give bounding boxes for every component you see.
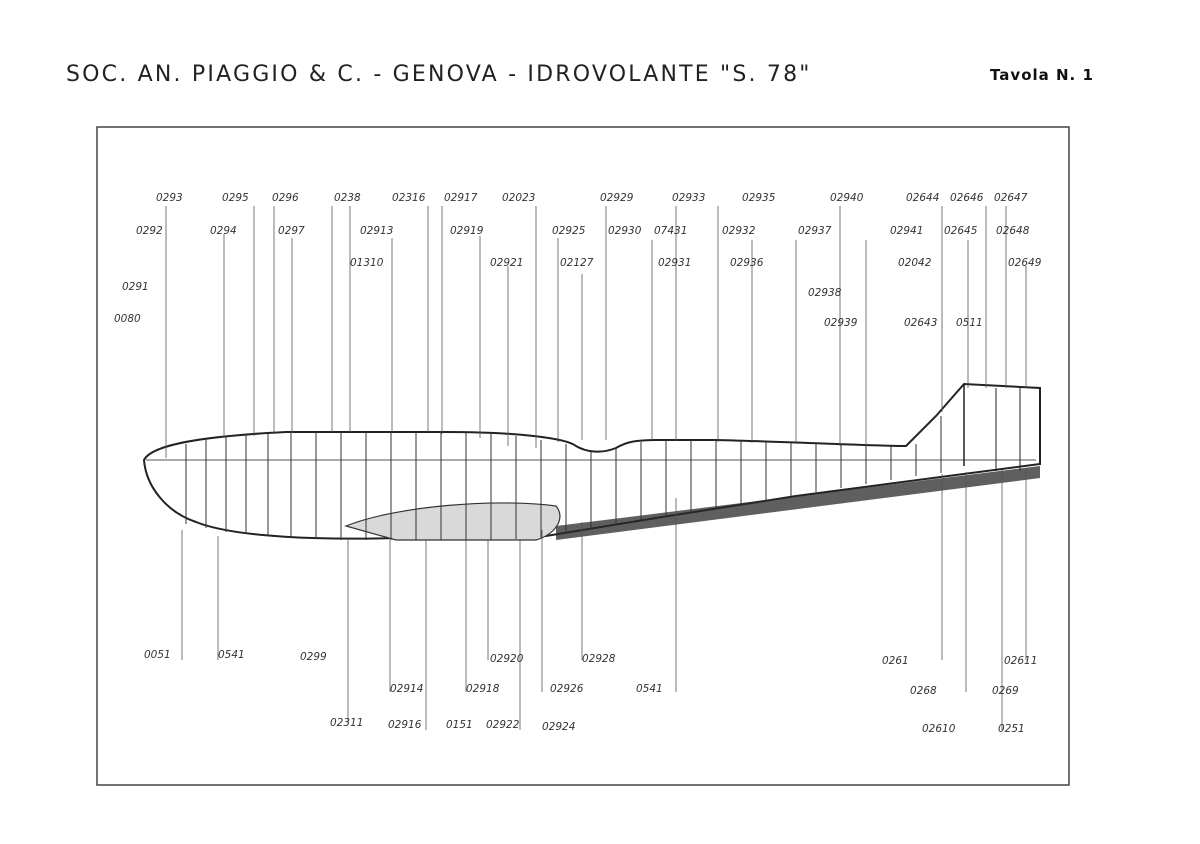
callout-label: 0291	[122, 281, 149, 293]
hull-bottom-shade	[556, 466, 1040, 540]
callout-label: 02938	[808, 287, 842, 299]
callout-label: 07431	[654, 225, 688, 237]
callout-label: 02917	[444, 192, 478, 204]
callout-label: 0296	[272, 192, 299, 204]
callout-label: 0261	[882, 655, 909, 667]
callout-label: 02925	[552, 225, 586, 237]
hull-keel	[346, 503, 560, 540]
callout-label: 0238	[334, 192, 361, 204]
callout-label: 02939	[824, 317, 858, 329]
callout-label: 0051	[144, 649, 171, 661]
callout-label: 0251	[998, 723, 1025, 735]
callout-label: 0293	[156, 192, 183, 204]
callout-label: 02646	[950, 192, 984, 204]
callout-label: 02916	[388, 719, 422, 731]
callout-label: 02929	[600, 192, 634, 204]
callout-label: 02918	[466, 683, 500, 695]
callout-label: 02941	[890, 225, 924, 237]
callout-label: 02937	[798, 225, 832, 237]
callout-label: 02931	[658, 257, 692, 269]
plate-number: Tavola N. 1	[990, 66, 1094, 84]
callout-label: 02648	[996, 225, 1030, 237]
callout-label: 02645	[944, 225, 978, 237]
callout-label: 0299	[300, 651, 327, 663]
callout-label: 0541	[218, 649, 245, 661]
callout-label: 0511	[956, 317, 983, 329]
callout-label: 02023	[502, 192, 536, 204]
callout-label: 02936	[730, 257, 764, 269]
callout-label: 02933	[672, 192, 706, 204]
callout-label: 02127	[560, 257, 594, 269]
hull-profile	[144, 384, 1040, 539]
callout-label: 02928	[582, 653, 616, 665]
callout-label: 02922	[486, 719, 520, 731]
lower-callouts	[144, 649, 1037, 735]
callout-label: 01310	[350, 257, 384, 269]
callout-label: 02924	[542, 721, 576, 733]
callout-label: 0151	[446, 719, 473, 731]
callout-label: 02919	[450, 225, 484, 237]
callout-label: 0268	[910, 685, 937, 697]
callout-label: 02914	[390, 683, 424, 695]
leader-lines	[166, 206, 1026, 730]
hull-frames	[186, 416, 941, 540]
callout-label: 0080	[114, 313, 141, 325]
callout-label: 0297	[278, 225, 305, 237]
callout-label: 02610	[922, 723, 956, 735]
callout-label: 0541	[636, 683, 663, 695]
callout-label: 02932	[722, 225, 756, 237]
upper-callouts	[114, 192, 1042, 329]
callout-label: 02644	[906, 192, 940, 204]
callout-label: 02926	[550, 683, 584, 695]
callout-label: 0294	[210, 225, 237, 237]
callout-label: 0292	[136, 225, 163, 237]
callout-label: 02940	[830, 192, 864, 204]
callout-label: 02316	[392, 192, 426, 204]
callout-label: 02920	[490, 653, 524, 665]
callout-label: 02935	[742, 192, 776, 204]
callout-label: 02311	[330, 717, 364, 729]
callout-label: 0269	[992, 685, 1019, 697]
drawing-title: SOC. AN. PIAGGIO & C. - GENOVA - IDROVOLANTE "S. 78"	[66, 62, 812, 87]
callout-label: 02921	[490, 257, 524, 269]
title-bar	[66, 62, 1146, 92]
hull-drawing	[96, 126, 1070, 786]
callout-label: 02647	[994, 192, 1028, 204]
callout-label: 02649	[1008, 257, 1042, 269]
callout-label: 02042	[898, 257, 932, 269]
callout-label: 02913	[360, 225, 394, 237]
callout-label: 0295	[222, 192, 249, 204]
drawing-frame	[96, 126, 1070, 786]
callout-label: 02643	[904, 317, 938, 329]
callout-label: 02930	[608, 225, 642, 237]
callout-label: 02611	[1004, 655, 1038, 667]
